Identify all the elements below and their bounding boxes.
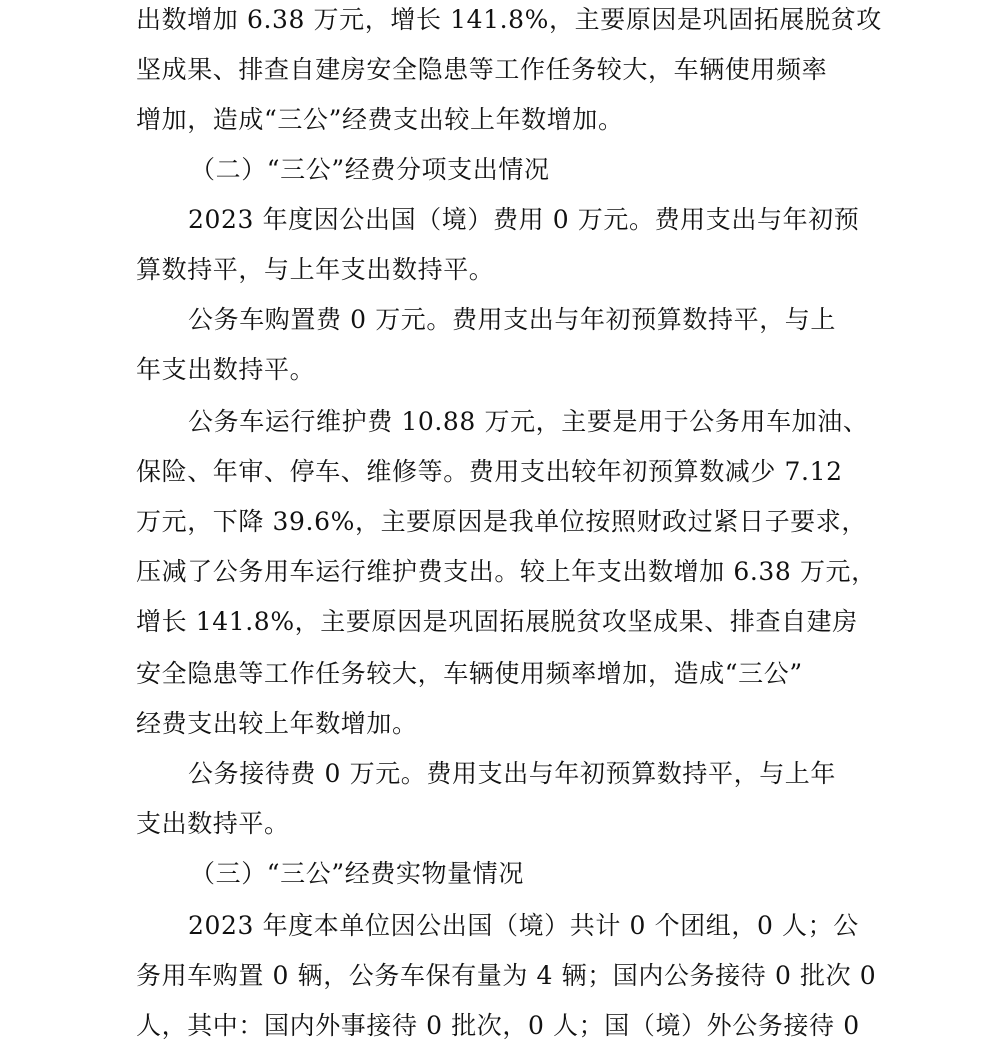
paragraph-line: 压减了公务用车运行维护费支出。较上年支出数增加 6.38 万元， (136, 557, 877, 586)
paragraph-line: 增加，造成“三公”经费支出较上年数增加。 (136, 105, 624, 134)
section-heading: （二）“三公”经费分项支出情况 (190, 155, 550, 184)
paragraph-line: 2023 年度本单位因公出国（境）共计 0 个团组，0 人；公 (188, 911, 859, 940)
paragraph-line: 务用车购置 0 辆，公务车保有量为 4 辆；国内公务接待 0 批次 0 (136, 961, 877, 990)
paragraph-line: 增长 141.8%，主要原因是巩固拓展脱贫攻坚成果、排查自建房 (136, 607, 858, 636)
paragraph-line: 人，其中：国内外事接待 0 批次，0 人；国（境）外公务接待 0 (136, 1011, 860, 1040)
paragraph-line: 坚成果、排查自建房安全隐患等工作任务较大，车辆使用频率 (136, 55, 828, 84)
paragraph-line: 公务车购置费 0 万元。费用支出与年初预算数持平，与上 (188, 305, 837, 334)
paragraph-line: 2023 年度因公出国（境）费用 0 万元。费用支出与年初预 (188, 205, 860, 234)
paragraph-line: 保险、年审、停车、维修等。费用支出较年初预算数减少 7.12 (136, 457, 843, 486)
paragraph-line: 支出数持平。 (136, 809, 290, 838)
paragraph-line: 经费支出较上年数增加。 (136, 709, 418, 738)
paragraph-line: 安全隐患等工作任务较大，车辆使用频率增加，造成“三公” (136, 659, 803, 688)
paragraph-line: 年支出数持平。 (136, 355, 316, 384)
paragraph-line: 万元，下降 39.6%，主要原因是我单位按照财政过紧日子要求， (136, 507, 867, 536)
section-heading: （三）“三公”经费实物量情况 (190, 859, 524, 888)
paragraph-line: 算数持平，与上年支出数持平。 (136, 255, 495, 284)
paragraph-line: 公务接待费 0 万元。费用支出与年初预算数持平，与上年 (188, 759, 837, 788)
paragraph-line: 公务车运行维护费 10.88 万元，主要是用于公务用车加油、 (188, 407, 869, 436)
paragraph-line: 出数增加 6.38 万元，增长 141.8%，主要原因是巩固拓展脱贫攻 (136, 5, 882, 34)
